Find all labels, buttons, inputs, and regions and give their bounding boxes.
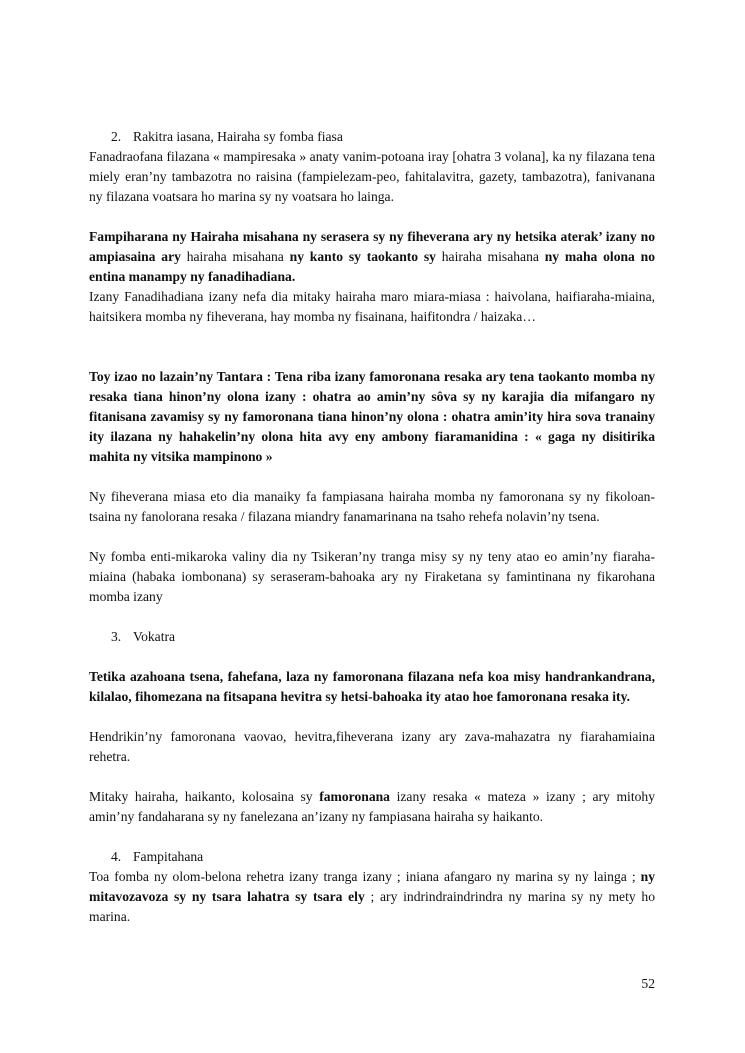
bold-text: famoronana bbox=[319, 789, 390, 804]
section-title: Rakitra iasana, Hairaha sy fomba fiasa bbox=[133, 129, 343, 144]
section-heading-2 bbox=[89, 127, 655, 147]
bold-text: ny kanto sy taokanto sy bbox=[289, 249, 436, 264]
section-number: 4. bbox=[111, 849, 122, 864]
page-number: 52 bbox=[641, 976, 655, 991]
section-title: Vokatra bbox=[133, 629, 176, 644]
section-title: Fampitahana bbox=[133, 849, 204, 864]
paragraph bbox=[89, 367, 655, 467]
section-number: 2. bbox=[111, 129, 122, 144]
paragraph: Ny fiheverana miasa eto dia manaiky fa fampiasana hairaha momba ny famoronana sy ny fikoloan-tsaina ny fanolorana resaka / filazana miandry fanamarinana na tsaho rehefa nolavin’ny tsena. bbox=[89, 489, 655, 524]
section-heading-3 bbox=[89, 627, 655, 647]
paragraph: Fanadraofana filazana « mampiresaka » anaty vanim-potoana iray [ohatra 3 volana], ka ny filazana tena miely eran’ny tambazotra no raisina (fampielezam-peo, fahitalavitra, gazety, tambazotra), fanivanana ny filazana voatsara ho marina sy ny voatsara ho lainga. bbox=[89, 149, 655, 204]
paragraph bbox=[89, 667, 655, 707]
paragraph: Hendrikin’ny famoronana vaovao, hevitra,fiheverana izany ary zava-mahazatra ny fiarahamiaina rehetra. bbox=[89, 729, 655, 764]
page-content bbox=[89, 127, 655, 927]
paragraph: Mitaky hairaha, haikanto, kolosaina sy famoronana izany resaka « mateza » izany ; ary mitohy amin’ny fandaharana sy ny fanelezana an’izany ny fampiasana hairaha sy haikanto. bbox=[89, 789, 655, 824]
paragraph: Izany Fanadihadiana izany nefa dia mitaky hairaha maro miara-miasa : haivolana, haifiaraha-miaina, haitsikera momba ny fiheverana, hay momba ny fisainana, haifitondra / haizaka… bbox=[89, 289, 655, 324]
paragraph: Toa fomba ny olom-belona rehetra izany tranga izany ; iniana afangaro ny marina sy ny lainga ; ny mitavozavoza sy ny tsara lahatra sy tsara ely ; ary indrindraindrindra ny marina sy ny mety ho marina. bbox=[89, 869, 655, 924]
paragraph: Fampiharana ny Hairaha misahana ny serasera sy ny fiheverana ary ny hetsika aterak’ izany no ampiasaina ary hairaha misahana ny kanto sy taokanto sy hairaha misahana ny maha olona no entina manampy ny fanadihadiana. bbox=[89, 229, 656, 284]
section-heading-4 bbox=[89, 847, 655, 867]
bold-text: ny mitavozavoza sy ny tsara lahatra sy tsara ely bbox=[89, 869, 655, 904]
bold-text: Fampiharana ny Hairaha misahana ny serasera sy ny fiheverana ary ny hetsika aterak’ izany no ampiasaina ary bbox=[89, 229, 655, 264]
bold-text: Toy izao no lazain’ny Tantara : Tena riba izany famoronana resaka ary tena taokanto momba ny resaka tiana hinon’ny olona izany : ohatra ao amin’ny sôva sy ny karajia dia mifangaro ny fitanisana zavamisy sy ny famoronana tiana hinon’ny olona : ohatra amin’ity hira sova tranainy ity ilazana ny hahakelin’ny olona hita avy eny ambony fiaramanidina : « gaga ny disitirika mahita ny vitsika mampinono » bbox=[89, 369, 655, 464]
paragraph: Ny fomba enti-mikaroka valiny dia ny Tsikeran’ny tranga misy sy ny teny atao eo amin’ny fiaraha-miaina (habaka iombonana) sy seraseram-bahoaka ary ny Firaketana sy famintinana ny fikarohana momba izany bbox=[89, 549, 655, 604]
bold-text: ny maha olona no entina manampy ny fanadihadiana. bbox=[89, 249, 656, 284]
section-number: 3. bbox=[111, 629, 122, 644]
bold-text: Tetika azahoana tsena, fahefana, laza ny famoronana filazana nefa koa misy handrankandrana, kilalao, fihomezana na fitsapana hevitra sy hetsi-bahoaka ity atao hoe famoronana resaka ity. bbox=[89, 669, 655, 704]
